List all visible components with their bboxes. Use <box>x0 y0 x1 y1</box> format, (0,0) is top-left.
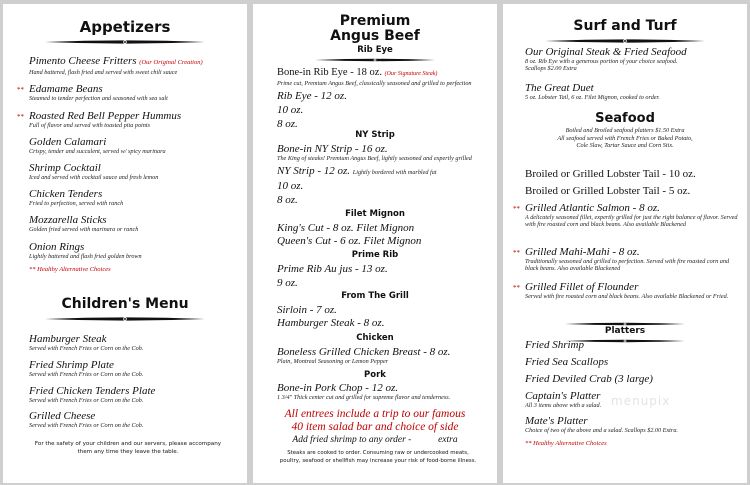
menu-item <box>525 185 741 197</box>
nystrip-heading: NY Strip <box>355 130 395 140</box>
item-desc: Lightly bordered with marbled fat <box>352 169 437 176</box>
item-name: Shrimp Cocktail <box>29 162 101 174</box>
ornament-divider <box>33 38 217 46</box>
menu-item <box>277 143 491 162</box>
item-name: Our Original Steak & Fried Seafood <box>525 46 687 58</box>
item-name: The Great Duet <box>525 82 594 94</box>
item-name: Grilled Fillet of Flounder <box>525 281 639 293</box>
menu-item <box>277 382 491 401</box>
menu-item <box>525 415 741 434</box>
item-desc: Lightly battered and flash fried golden brown <box>29 253 142 260</box>
item-name: 10 oz. <box>277 180 304 192</box>
item-name: 9 oz. <box>277 277 298 289</box>
appetizers-title: Appetizers <box>79 18 171 36</box>
menu-item <box>29 55 241 76</box>
menupix-watermark: menupix <box>611 394 671 408</box>
item-name: Sirloin - 7 oz. <box>277 304 337 316</box>
item-name: Queen's Cut - 6 oz. Filet Mignon <box>277 235 422 247</box>
item-desc: Prime cut, Premium Angus Beef, classically seasoned and grilled to perfection <box>277 80 472 87</box>
item-desc: Served with French Fries or Corn on the Cob. <box>29 371 144 378</box>
primerib-heading: Prime Rib <box>351 250 399 260</box>
item-name: 8 oz. <box>277 194 298 206</box>
premium-title-line2: Angus Beef <box>330 28 420 44</box>
healthy-star: ** <box>513 249 520 257</box>
filet-heading: Filet Mignon <box>345 209 405 219</box>
menu-item <box>29 214 241 233</box>
item-name: Chicken Tenders <box>29 188 103 200</box>
ornament-divider <box>33 315 217 323</box>
item-desc: Traditionally seasoned and grilled to perfection. Served with fire roasted corn and black beans. Also available Blackened <box>525 258 730 272</box>
item-name: Bone-in NY Strip - 16 oz. <box>277 143 388 155</box>
safety-note: For the safety of your children and our servers, please accompany them any time they leave the table. <box>34 441 222 455</box>
item-name: Broiled or Grilled Lobster Tail - 10 oz. <box>525 168 696 180</box>
menu-item <box>29 359 241 378</box>
item-name: Mozzarella Sticks <box>29 214 107 226</box>
item-name: 10 oz. <box>277 104 304 116</box>
menu-item <box>29 188 241 207</box>
addshrimp-extra: extra <box>438 435 458 445</box>
item-name: NY Strip - 12 oz. <box>277 165 351 177</box>
item-name: Broiled or Grilled Lobster Tail - 5 oz. <box>525 185 691 197</box>
item-name: Fried Sea Scallops <box>525 356 609 368</box>
item-name: Golden Calamari <box>29 136 107 148</box>
item-name: Onion Rings <box>29 241 85 253</box>
menu-item <box>525 46 741 72</box>
seafood-intro: Boiled and Broiled seafood platters $1.50 Extra All seafood served with French Fries or Baked Potato, Cole Slaw, Tartar Sauce and Corn Stix. <box>557 127 693 149</box>
item-desc: 5 oz. Lobster Tail, 6 oz. Filet Mignon, cooked to order. <box>525 94 660 101</box>
item-name: Fried Shrimp <box>525 339 584 351</box>
item-name: Roasted Red Bell Pepper Hummus <box>29 110 182 122</box>
menu-item <box>525 82 741 101</box>
item-desc: The King of steaks! Premium Angus Beef, lightly seasoned and expertly grilled <box>277 155 472 162</box>
item-name: Prime Rib Au jus - 13 oz. <box>277 263 388 275</box>
menu-item <box>29 385 241 404</box>
item-desc: Served with French Fries or Corn on the Cob. <box>29 397 144 404</box>
menu-item <box>17 110 241 129</box>
menu-item <box>29 241 241 260</box>
item-name: 8 oz. <box>277 118 298 130</box>
item-name: Mate's Platter <box>525 415 588 427</box>
promo-line2: 40 item salad bar and choice of side <box>291 421 459 433</box>
item-desc: Fried to perfection, served with ranch <box>29 200 124 207</box>
ornament-divider <box>533 37 717 45</box>
item-name: Edamame Beans <box>29 83 103 95</box>
item-desc: Served with French Fries or Corn on the Cob. <box>29 345 144 352</box>
item-name: Grilled Atlantic Salmon - 8 oz. <box>525 202 660 214</box>
item-name: King's Cut - 8 oz. Filet Mignon <box>277 222 415 234</box>
menu-item <box>513 281 741 300</box>
healthy-star: ** <box>17 113 24 121</box>
ornament-divider <box>287 57 463 63</box>
premium-panel <box>253 4 497 483</box>
item-name: Boneless Grilled Chicken Breast - 8 oz. <box>277 346 451 358</box>
childrens-title: Children's Menu <box>61 296 189 312</box>
healthy-star: ** <box>17 86 24 94</box>
item-note: (Our Signature Steak) <box>384 71 438 77</box>
item-name: Rib Eye - 12 oz. <box>277 90 347 102</box>
addshrimp-text: Add fried shrimp to any order - <box>292 435 412 445</box>
item-desc: Hand battered, flash fried and served with sweet chili sauce <box>29 69 178 76</box>
item-desc: Served with fire roasted corn and black beans. Also available Blackened or Fried. <box>525 293 729 300</box>
item-name: Pimento Cheese Fritters <box>29 55 137 67</box>
menu-item <box>513 246 741 272</box>
item-desc: Steamed to tender perfection and seasoned with sea salt <box>29 95 168 102</box>
item-name: Bone-in Rib Eye - 18 oz. <box>277 67 382 78</box>
healthy-star: ** <box>513 205 520 213</box>
seafood-title: Seafood <box>595 111 655 126</box>
item-name: Hamburger Steak <box>29 333 107 345</box>
promo-line1: All entrees include a trip to our famous <box>284 408 466 420</box>
menu-item <box>525 168 741 180</box>
food-warning: Steaks are cooked to order. Consuming raw or undercooked meats, poultry, seafood or shellfish may increase your risk of food-borne illness. <box>279 450 477 464</box>
item-name: Captain's Platter <box>525 390 601 402</box>
item-name: Hamburger Steak - 8 oz. <box>277 317 385 329</box>
seafood-panel <box>503 4 747 483</box>
menu-item <box>29 333 241 352</box>
item-desc: All 3 items above with a salad. <box>525 402 602 409</box>
item-name: Bone-in Pork Chop - 12 oz. <box>277 382 398 394</box>
item-desc: 8 oz. Rib Eye with a generous portion of your choice seafood. Scallops $2.00 Extra <box>525 58 678 72</box>
item-desc: Choice of two of the above and a salad. Scallops $2.00 Extra. <box>525 427 678 434</box>
menu-item <box>277 67 491 87</box>
menu-item <box>17 83 241 102</box>
item-name: Fried Chicken Tenders Plate <box>29 385 156 397</box>
menu-item <box>29 410 241 429</box>
item-name: Fried Deviled Crab (3 large) <box>525 373 653 385</box>
item-name: Grilled Mahi-Mahi - 8 oz. <box>525 246 640 258</box>
ribeye-heading: Rib Eye <box>357 45 393 55</box>
menu-item <box>277 346 491 365</box>
item-desc: Plain, Montreal Seasoning or Lemon Pepper <box>277 358 389 365</box>
item-name: Fried Shrimp Plate <box>29 359 114 371</box>
healthy-star: ** <box>513 284 520 292</box>
item-note: (Our Original Creation) <box>139 59 203 66</box>
item-desc: Full of flavor and served with toasted pita points <box>29 122 150 129</box>
appetizers-panel <box>3 4 247 483</box>
item-desc: Served with French Fries or Corn on the Cob. <box>29 422 144 429</box>
premium-title-line1: Premium <box>339 13 411 29</box>
healthy-legend: ** Healthy Alternative Choices <box>525 440 607 447</box>
healthy-legend: ** Healthy Alternative Choices <box>29 266 111 273</box>
item-desc: A delicately seasoned fillet, expertly grilled for just the right balance of flavor. Served with fire roasted corn and black beans. Also available Blackened <box>525 214 738 228</box>
menu-item <box>29 162 241 181</box>
item-desc: 1 3/4" Thick center cut and grilled for supreme flavor and tenderness. <box>277 394 451 401</box>
grill-heading: From The Grill <box>341 291 409 301</box>
pork-heading: Pork <box>364 370 386 380</box>
chicken-heading: Chicken <box>356 333 394 343</box>
item-name: Grilled Cheese <box>29 410 96 422</box>
menu-item <box>29 136 241 155</box>
platters-heading: Platters <box>604 326 646 336</box>
item-desc: Crispy, tender and succulent, served w/ spicy marinara <box>29 148 166 155</box>
item-desc: Iced and served with cocktail sauce and fresh lemon <box>29 174 159 181</box>
menu-item <box>513 202 741 228</box>
surf-title: Surf and Turf <box>573 18 677 34</box>
item-desc: Golden fried served with marinara or ranch <box>29 226 139 233</box>
